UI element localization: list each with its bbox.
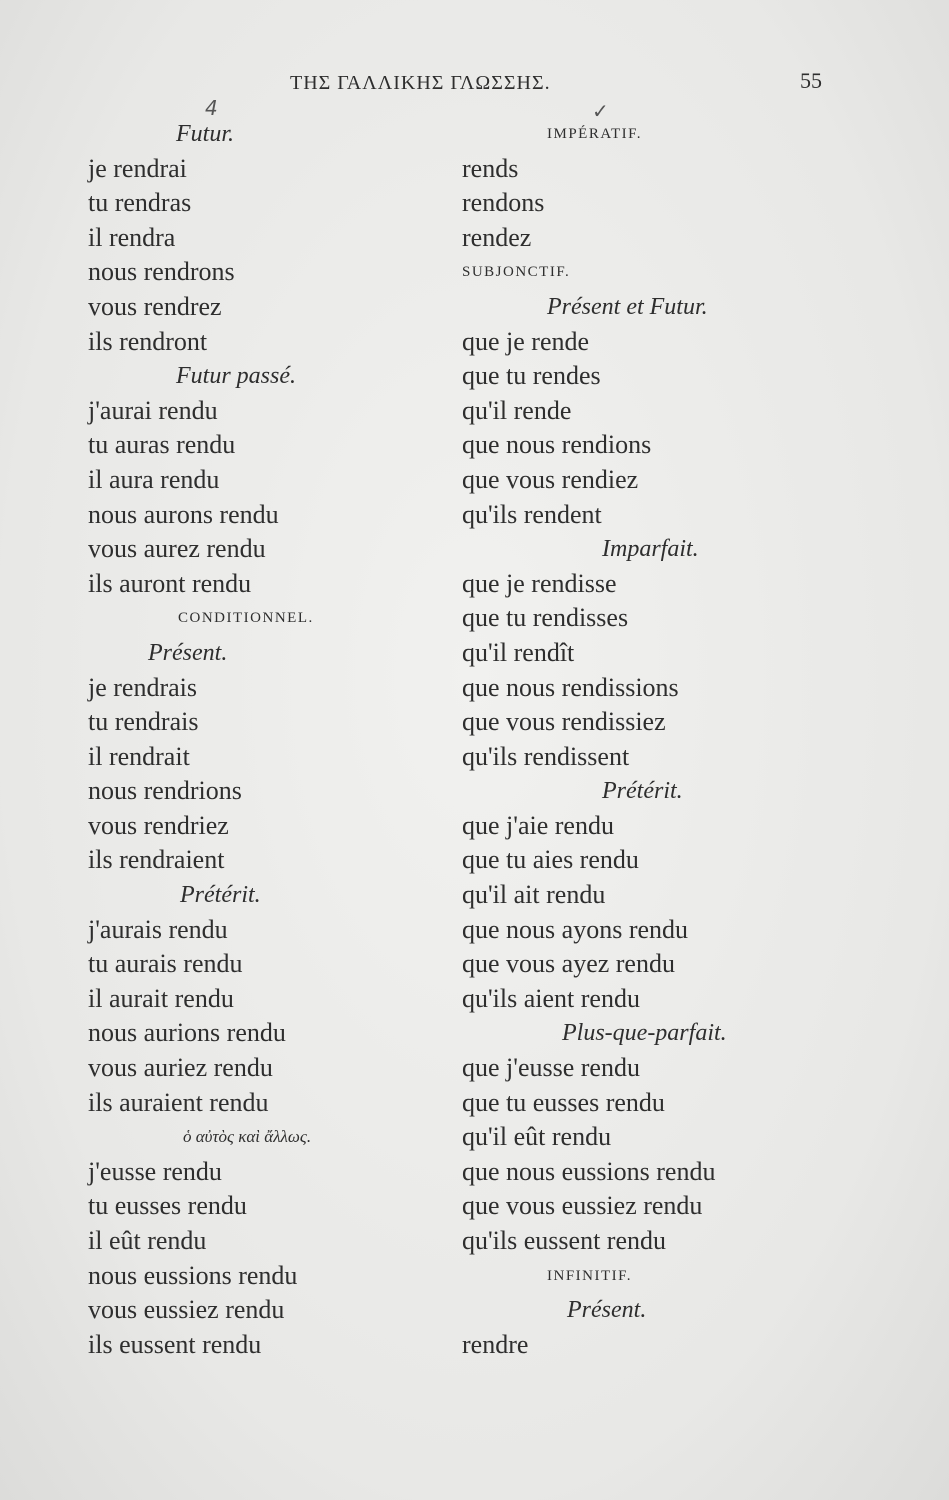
- left-conjugation-line: il rendra: [88, 222, 176, 252]
- left-conjugation-line: ils eussent rendu: [88, 1329, 262, 1359]
- right-heading: Présent.: [567, 1297, 647, 1324]
- left-conjugation-line: j'aurais rendu: [88, 914, 228, 944]
- right-conjugation-line: que nous ayons rendu: [462, 914, 689, 944]
- right-conjugation-line: que j'eusse rendu: [462, 1053, 640, 1083]
- left-conjugation-line: tu aurais rendu: [88, 949, 243, 979]
- right-conjugation-line: qu'ils eussent rendu: [462, 1226, 666, 1255]
- right-conjugation-line: qu'il rende: [462, 395, 572, 425]
- right-conjugation-line: que vous rendiez: [462, 464, 639, 494]
- left-conjugation-line: nous rendrions: [88, 776, 242, 806]
- right-heading: INFINITIF.: [547, 1267, 633, 1284]
- right-conjugation-line: qu'il rendît: [462, 637, 575, 667]
- right-conjugation-line: qu'ils rendissent: [462, 741, 630, 771]
- right-conjugation-line: que vous rendissiez: [462, 707, 666, 737]
- right-conjugation-line: qu'il eût rendu: [462, 1122, 612, 1152]
- left-conjugation-line: nous eussions rendu: [88, 1260, 298, 1290]
- right-conjugation-line: rends: [462, 153, 519, 183]
- right-column: [462, 117, 822, 1362]
- pencil-mark-4: 4: [205, 96, 218, 120]
- left-conjugation-line: tu eusses rendu: [88, 1191, 247, 1221]
- right-conjugation-line: que nous rendissions: [462, 672, 679, 702]
- right-heading: Plus-que-parfait.: [562, 1020, 727, 1047]
- left-conjugation-line: vous rendrez: [88, 291, 222, 321]
- left-heading: Présent.: [148, 639, 228, 666]
- left-conjugation-line: il aura rendu: [88, 464, 220, 494]
- page-number: 55: [800, 68, 822, 93]
- left-conjugation-line: ils rendraient: [88, 845, 225, 875]
- left-conjugation-line: je rendrais: [88, 672, 198, 702]
- right-conjugation-line: que je rendisse: [462, 568, 617, 598]
- left-conjugation-line: tu auras rendu: [88, 430, 236, 460]
- pencil-mark-check: ✓: [592, 99, 609, 123]
- left-conjugation-line: vous eussiez rendu: [88, 1295, 285, 1325]
- right-heading: SUBJONCTIF.: [462, 264, 571, 281]
- left-heading: Futur.: [176, 121, 235, 147]
- right-conjugation-line: que nous rendions: [462, 430, 652, 460]
- right-conjugation-line: que tu rendes: [462, 361, 601, 391]
- right-conjugation-line: qu'ils aient rendu: [462, 983, 640, 1013]
- left-conjugation-line: vous auriez rendu: [88, 1053, 273, 1083]
- right-conjugation-line: que j'aie rendu: [462, 810, 614, 840]
- left-conjugation-line: j'eusse rendu: [88, 1156, 222, 1186]
- left-conjugation-line: il rendrait: [88, 741, 190, 771]
- right-heading: Prétérit.: [602, 778, 683, 805]
- left-conjugation-line: vous aurez rendu: [88, 534, 266, 564]
- left-conjugation-line: ils auraient rendu: [88, 1087, 269, 1117]
- left-heading: Prétérit.: [180, 882, 261, 909]
- left-conjugation-line: tu rendrais: [88, 707, 199, 737]
- running-head: ΤΗΣ ΓΑΛΛΙΚΗΣ ΓΛΩΣΣΗΣ.: [290, 72, 551, 94]
- left-column: [88, 117, 428, 1362]
- right-conjugation-line: que tu aies rendu: [462, 845, 639, 875]
- left-heading: Futur passé.: [176, 363, 296, 390]
- right-conjugation-line: que vous ayez rendu: [462, 949, 675, 979]
- right-conjugation-line: que tu rendisses: [462, 603, 629, 633]
- left-conjugation-line: j'aurai rendu: [88, 395, 218, 425]
- left-conjugation-line: nous aurions rendu: [88, 1018, 286, 1048]
- right-heading: IMPÉRATIF.: [547, 126, 643, 142]
- right-conjugation-line: rendez: [462, 222, 532, 252]
- left-conjugation-line: vous rendriez: [88, 810, 229, 840]
- right-conjugation-line: qu'ils rendent: [462, 499, 602, 529]
- right-conjugation-line: qu'il ait rendu: [462, 880, 606, 910]
- left-conjugation-line: il aurait rendu: [88, 983, 234, 1013]
- right-conjugation-line: rendons: [462, 188, 545, 218]
- right-conjugation-line: que tu eusses rendu: [462, 1087, 665, 1117]
- left-conjugation-line: ils rendront: [88, 326, 208, 356]
- right-conjugation-line: rendre: [462, 1329, 529, 1359]
- left-conjugation-line: je rendrai: [88, 153, 187, 183]
- right-conjugation-line: que je rende: [462, 326, 590, 356]
- left-heading: CONDITIONNEL.: [178, 610, 314, 627]
- left-conjugation-line: tu rendras: [88, 188, 192, 218]
- left-conjugation-line: ils auront rendu: [88, 568, 252, 598]
- right-heading: Présent et Futur.: [547, 293, 708, 320]
- right-conjugation-line: que nous eussions rendu: [462, 1156, 716, 1186]
- left-conjugation-line: nous aurons rendu: [88, 499, 279, 529]
- right-heading: Imparfait.: [602, 536, 699, 563]
- left-conjugation-line: il eût rendu: [88, 1226, 207, 1255]
- left-heading: ὁ αὐτὸς καὶ ἄλλως.: [183, 1127, 312, 1147]
- left-conjugation-line: nous rendrons: [88, 257, 235, 287]
- right-conjugation-line: que vous eussiez rendu: [462, 1191, 703, 1221]
